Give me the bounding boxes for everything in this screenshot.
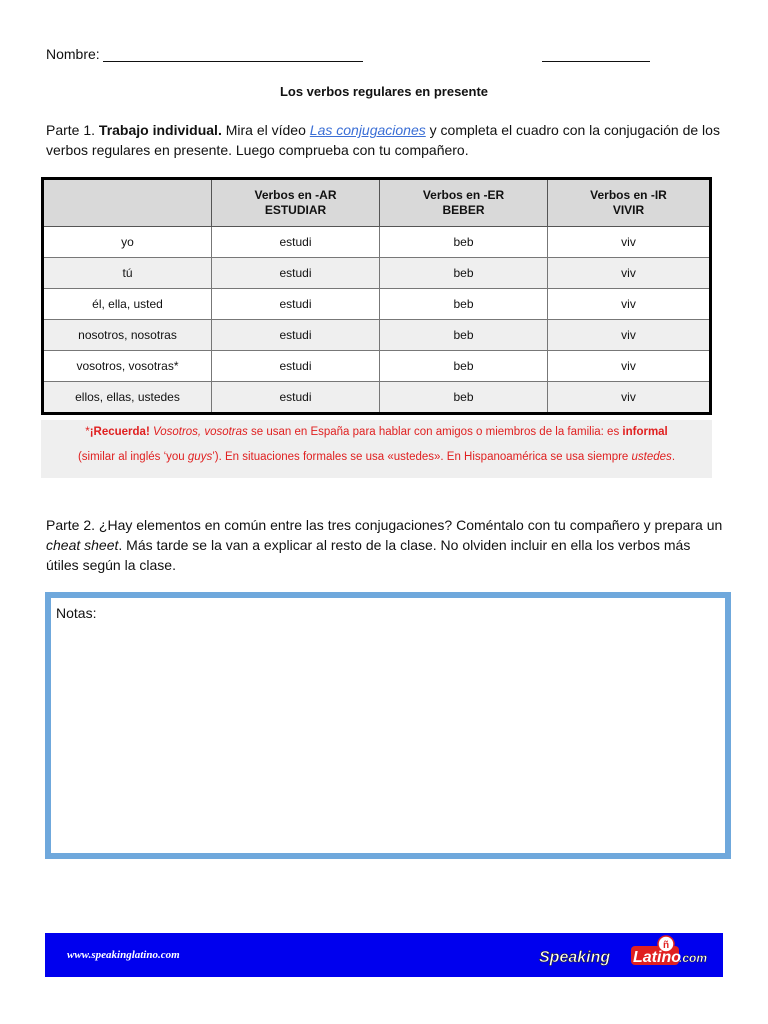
ar-cell[interactable]: estudi — [212, 258, 380, 289]
ir-cell[interactable]: viv — [548, 351, 711, 382]
logo-ene: ñ — [662, 940, 670, 951]
note-text1: se usan en España para hablar con amigos o miembros de la familia: es — [247, 426, 623, 438]
er-cell[interactable]: beb — [380, 289, 548, 320]
note-text4: . — [671, 451, 676, 463]
header-ar — [212, 179, 380, 227]
header-er — [380, 179, 548, 227]
conjugation-table — [41, 177, 712, 415]
er-cell[interactable]: beb — [380, 351, 548, 382]
note-ustedes: ustedes — [631, 451, 672, 463]
ir-cell[interactable]: viv — [548, 227, 711, 258]
pronoun-cell: tú — [43, 258, 212, 289]
page-title: Los verbos regulares en presente — [279, 84, 489, 99]
date-blank-line[interactable] — [542, 46, 650, 62]
er-cell[interactable]: beb — [380, 227, 548, 258]
logo-speaking: Speaking — [539, 949, 611, 966]
video-link[interactable]: Las conjugaciones — [309, 122, 426, 138]
header-ar-line2: ESTUDIAR — [264, 203, 327, 217]
table-header-row — [43, 179, 711, 227]
ar-cell[interactable]: estudi — [212, 351, 380, 382]
table-row — [43, 320, 711, 351]
table-row — [43, 351, 711, 382]
note-text3: ’). En situaciones formales se usa «ustedes». En Hispanoamérica se usa siempre — [212, 451, 632, 463]
ar-cell[interactable]: estudi — [212, 320, 380, 351]
parte1-bold: Trabajo individual. — [98, 122, 222, 138]
footer-banner — [45, 933, 723, 977]
ir-cell[interactable]: viv — [548, 320, 711, 351]
note-guys: guys — [187, 451, 213, 463]
footer-url[interactable]: www.speakinglatino.com — [67, 949, 180, 961]
table-row — [43, 289, 711, 320]
parte2-cheat-sheet: cheat sheet — [46, 537, 119, 553]
notes-box[interactable] — [45, 592, 731, 859]
nombre-blank-line[interactable] — [103, 47, 363, 62]
table-row — [43, 258, 711, 289]
note-line-2 — [41, 451, 712, 463]
parte1-instructions — [46, 120, 726, 160]
recuerda-note — [41, 420, 712, 478]
logo-latino: Latino — [633, 949, 681, 966]
er-cell[interactable]: beb — [380, 320, 548, 351]
table-row — [43, 382, 711, 414]
er-cell[interactable]: beb — [380, 382, 548, 414]
note-star: * — [85, 426, 90, 438]
pronoun-cell: yo — [43, 227, 212, 258]
header-ar-line1: Verbos en -AR — [254, 188, 337, 202]
parte1-text1: Mira el vídeo — [221, 122, 310, 138]
er-cell[interactable]: beb — [380, 258, 548, 289]
pronoun-cell: vosotros, vosotras* — [43, 351, 212, 382]
pronoun-cell: ellos, ellas, ustedes — [43, 382, 212, 414]
header-er-line1: Verbos en -ER — [422, 188, 505, 202]
table-row — [43, 227, 711, 258]
notes-label: Notas: — [56, 605, 97, 621]
header-ir-line1: Verbos en -IR — [590, 188, 667, 202]
note-informal: informal — [622, 426, 668, 438]
logo-com: .com — [679, 951, 708, 965]
parte2-text1: Parte 2. ¿Hay elementos en común entre las tres conjugaciones? Coméntalo con tu compañero y prepara un — [46, 517, 723, 533]
note-vosotros: Vosotros, vosotras — [149, 426, 248, 438]
parte1-text2: y completa el cuadro con la conjugación de los verbos regulares en presente. Luego comprueba con tu compañero. — [46, 122, 720, 158]
speakinglatino-logo — [533, 935, 708, 975]
nombre-field — [46, 46, 363, 62]
ar-cell[interactable]: estudi — [212, 227, 380, 258]
header-ir — [548, 179, 711, 227]
ir-cell[interactable]: viv — [548, 289, 711, 320]
parte2-text2: . Más tarde se la van a explicar al resto de la clase. No olviden incluir en ella los verbos más útiles según la clase. — [46, 537, 691, 573]
note-line-1 — [41, 426, 712, 438]
header-cell-empty — [43, 179, 212, 227]
parte2-instructions — [46, 515, 726, 575]
header-ir-line2: VIVIR — [612, 203, 645, 217]
note-recuerda: ¡Recuerda! — [89, 426, 150, 438]
nombre-label: Nombre: — [46, 46, 100, 62]
pronoun-cell: él, ella, usted — [43, 289, 212, 320]
pronoun-cell: nosotros, nosotras — [43, 320, 212, 351]
ir-cell[interactable]: viv — [548, 258, 711, 289]
ar-cell[interactable]: estudi — [212, 289, 380, 320]
header-er-line2: BEBER — [442, 203, 485, 217]
note-text2: (similar al inglés ‘you — [77, 451, 188, 463]
ir-cell[interactable]: viv — [548, 382, 711, 414]
parte1-prefix: Parte 1. — [46, 122, 99, 138]
ar-cell[interactable]: estudi — [212, 382, 380, 414]
